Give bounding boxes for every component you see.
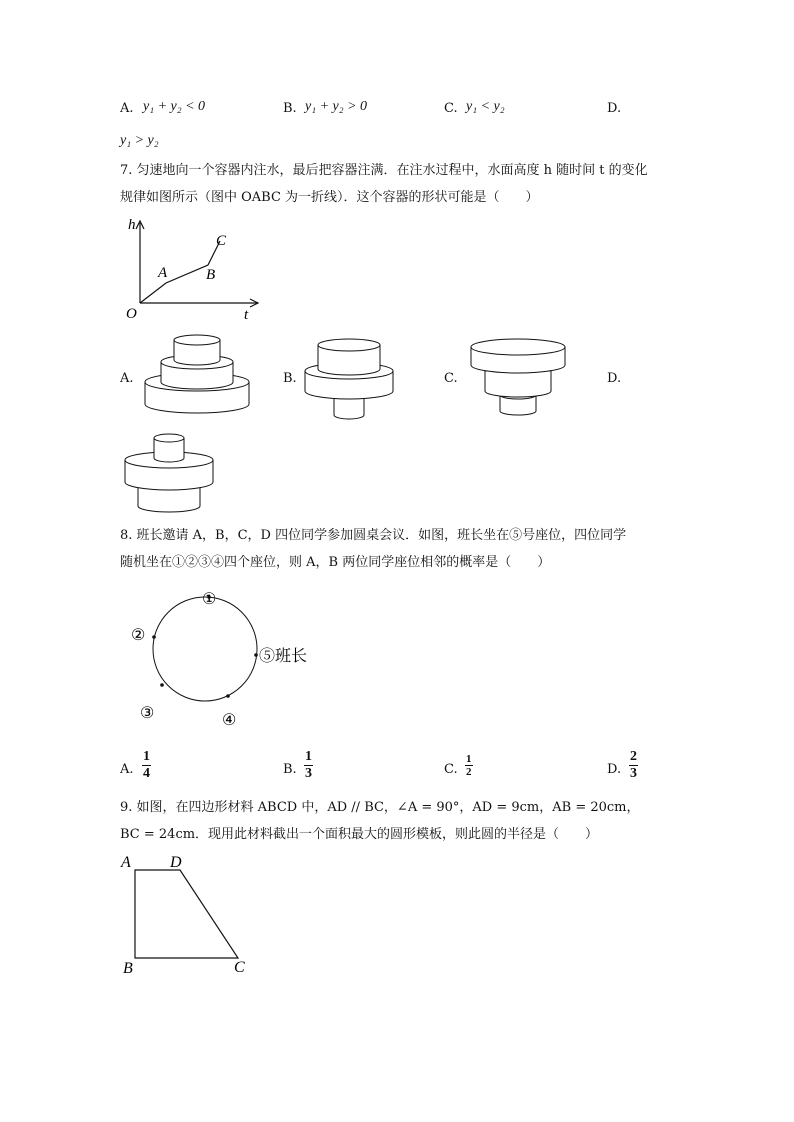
q9-vertex-c: C <box>234 959 245 976</box>
q8-option-a-letter: A. <box>120 762 134 777</box>
q7-stem-line1: 7. 匀速地向一个容器内注水，最后把容器注满．在注水过程中，水面高度 h 随时间 t 的变化 <box>120 163 648 178</box>
q7-container-b <box>302 333 397 421</box>
q8-option-d-num: 2 <box>630 749 637 764</box>
q8-option-a-den: 4 <box>143 766 150 781</box>
q6-option-a-text: y₁ + y₂ < 0 <box>143 99 206 114</box>
q8-seat-5-label: ⑤班长 <box>259 648 308 665</box>
q8-round-table-diagram <box>128 585 328 730</box>
q8-option-b-fraction <box>304 749 313 782</box>
q8-seat-4-label: ④ <box>222 712 237 729</box>
q8-option-a-fraction <box>142 749 151 782</box>
q9-vertex-a: A <box>121 854 131 871</box>
q7-height-time-graph <box>120 215 270 325</box>
q6-option-d-letter: D. <box>607 101 622 116</box>
q9-stem-line1: 9. 如图，在四边形材料 ABCD 中，AD // BC，∠A = 90°，AD = 9cm，AB = 20cm， <box>120 800 640 815</box>
q8-option-c-den: 2 <box>466 766 472 778</box>
q7-origin-label: O <box>126 306 137 322</box>
q8-seat-2-label: ② <box>131 627 146 644</box>
q7-option-a-letter: A. <box>120 371 134 386</box>
q8-stem-line2: 随机坐在①②③④四个座位，则 A，B 两位同学座位相邻的概率是（ ） <box>120 555 551 570</box>
q9-quadrilateral-abcd <box>118 850 258 980</box>
q7-container-a <box>140 330 255 422</box>
q8-option-d-letter: D. <box>607 762 622 777</box>
q7-point-a-label: A <box>158 265 168 281</box>
q7-option-c-letter: C. <box>444 371 458 386</box>
q8-option-b-letter: B. <box>283 762 297 777</box>
q8-option-d-den: 3 <box>630 766 637 781</box>
q8-seat-1-label: ① <box>202 591 217 608</box>
q8-seat-5-dot <box>254 653 258 657</box>
q7-point-b-label: B <box>206 267 216 283</box>
q8-seat-3-label: ③ <box>140 705 155 722</box>
q7-axis-t-label: t <box>244 307 249 323</box>
q6-option-c-text: y₁ < y₂ <box>466 99 505 114</box>
q8-option-a-num: 1 <box>143 749 150 764</box>
q8-seat-2-dot <box>152 635 156 639</box>
q9-vertex-b: B <box>123 960 133 977</box>
q8-table-circle <box>153 597 257 701</box>
q8-option-b-num: 1 <box>305 749 312 764</box>
q7-axis-h-label: h <box>128 217 136 233</box>
q6-option-d-text: y₁ > y₂ <box>120 133 159 148</box>
q8-seat-4-dot <box>226 694 230 698</box>
q7-stem-line2: 规律如图所示（图中 OABC 为一折线）．这个容器的形状可能是（ ） <box>120 190 539 205</box>
q6-option-c-letter: C. <box>444 101 458 116</box>
q6-option-a-letter: A. <box>120 101 134 116</box>
q8-option-d-fraction <box>629 749 638 782</box>
q7-container-d <box>122 428 217 516</box>
q8-option-c-num: 1 <box>466 753 472 765</box>
q7-option-b-letter: B. <box>283 371 297 386</box>
q8-seat-3-dot <box>160 683 164 687</box>
q9-trapezoid <box>135 870 238 958</box>
q7-option-d-letter: D. <box>607 371 622 386</box>
q7-container-c <box>468 335 578 421</box>
q9-stem-line2: BC = 24cm．现用此材料截出一个面积最大的圆形模板，则此圆的半径是（ ） <box>120 827 599 842</box>
q6-option-b-letter: B. <box>283 101 297 116</box>
q9-vertex-d: D <box>170 854 182 871</box>
q7-point-c-label: C <box>216 233 227 249</box>
q6-option-b-text: y₁ + y₂ > 0 <box>305 99 368 114</box>
q8-option-b-den: 3 <box>305 766 312 781</box>
q8-option-c-fraction <box>465 753 473 778</box>
q8-option-c-letter: C. <box>444 762 458 777</box>
q8-stem-line1: 8. 班长邀请 A，B，C，D 四位同学参加圆桌会议．如图，班长坐在⑤号座位，四位同学 <box>120 528 627 543</box>
